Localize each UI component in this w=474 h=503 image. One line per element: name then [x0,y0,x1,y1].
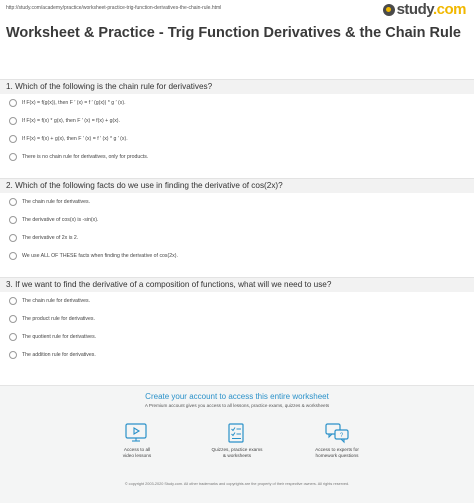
option-text: The chain rule for derivatives. [22,298,91,304]
expert-chat-icon [324,422,350,444]
feature-experts [282,422,392,459]
feature-video-lessons [82,422,192,459]
question-2-option-2[interactable] [9,215,98,225]
radio-button[interactable] [9,117,17,125]
feature-quizzes [182,422,292,459]
option-text: The derivative of 2x is 2. [22,235,79,241]
question-2-header [0,178,474,193]
option-text: There is no chain rule for derivatives, only for products. [22,154,149,160]
feature-label-line1: Access to experts for [315,447,359,452]
question-2-option-4[interactable] [9,251,178,261]
feature-label-line2: homework questions [315,453,359,458]
radio-button[interactable] [9,198,17,206]
svg-text:?: ? [339,433,344,439]
question-1-option-3[interactable] [9,134,128,144]
radio-button[interactable] [9,315,17,323]
question-2-text: 2. Which of the following facts do we use in finding the derivative of cos(2x)? [6,181,283,190]
top-bar [0,0,474,18]
logo-text: study.com [396,1,466,18]
option-text: We use ALL OF THESE facts when finding the derivative of cos(2x). [22,253,178,259]
question-3-option-2[interactable] [9,314,95,324]
feature-label-line2: video lessons [122,453,152,458]
radio-button[interactable] [9,297,17,305]
option-text: If F(x) = f(x) * g(x), then F ′ (x) = f(x) + g(x). [22,118,120,124]
radio-button[interactable] [9,234,17,242]
question-3-option-3[interactable] [9,332,96,342]
worksheet-title: Worksheet & Practice - Trig Function Derivatives & the Chain Rule [6,25,461,41]
option-text: The addition rule for derivatives. [22,352,96,358]
radio-button[interactable] [9,351,17,359]
question-1-option-1[interactable] [9,98,126,108]
video-lesson-icon [124,422,150,444]
question-1-header [0,79,474,94]
feature-label-line1: Quizzes, practice exams [211,447,263,452]
study-logo[interactable] [383,1,466,18]
option-text: The quotient rule for derivatives. [22,334,97,340]
radio-button[interactable] [9,216,17,224]
question-3-option-4[interactable] [9,350,96,360]
option-text: If F(x) = f(g(x)), then F ′ (x) = f ′ (g(x)) * g ′ (x). [22,100,126,106]
question-3-header [0,277,474,292]
page-url[interactable]: http://study.com/academy/practice/worksheet-practice-trig-function-derivatives-the-chain-rule.html [6,5,222,11]
question-1-option-4[interactable] [9,152,148,162]
radio-button[interactable] [9,252,17,260]
option-text: The chain rule for derivatives. [22,199,91,205]
option-text: If F(x) = f(x) + g(x), then F ′ (x) = f ′ (x) * g ′ (x). [22,136,128,142]
logo-mark-icon [383,4,395,16]
radio-button[interactable] [9,153,17,161]
question-2-option-3[interactable] [9,233,78,243]
feature-label-line1: Access to all [123,447,151,452]
feature-label-line2: & worksheets [222,453,252,458]
create-account-link[interactable]: Create your account to access this entire worksheet [145,392,329,401]
quiz-checklist-icon [224,422,250,444]
question-2-option-1[interactable] [9,197,90,207]
radio-button[interactable] [9,99,17,107]
question-1-text: 1. Which of the following is the chain rule for derivatives? [6,82,213,91]
option-text: The derivative of cos(x) is -sin(x). [22,217,99,223]
question-3-option-1[interactable] [9,296,90,306]
radio-button[interactable] [9,333,17,341]
premium-promo-panel [0,385,474,503]
promo-subtitle: A Premium account gives you access to all lessons, practice exams, quizzes & worksheets [144,403,330,408]
question-1-option-2[interactable] [9,116,120,126]
question-3-text: 3. If we want to find the derivative of a composition of functions, what will we need to use? [6,280,332,289]
copyright-notice: © copyright 2003-2020 Study.com. All other trademarks and copyrights are the property of their respective owners. All rights reserved. [124,482,350,486]
option-text: The product rule for derivatives. [22,316,95,322]
radio-button[interactable] [9,135,17,143]
